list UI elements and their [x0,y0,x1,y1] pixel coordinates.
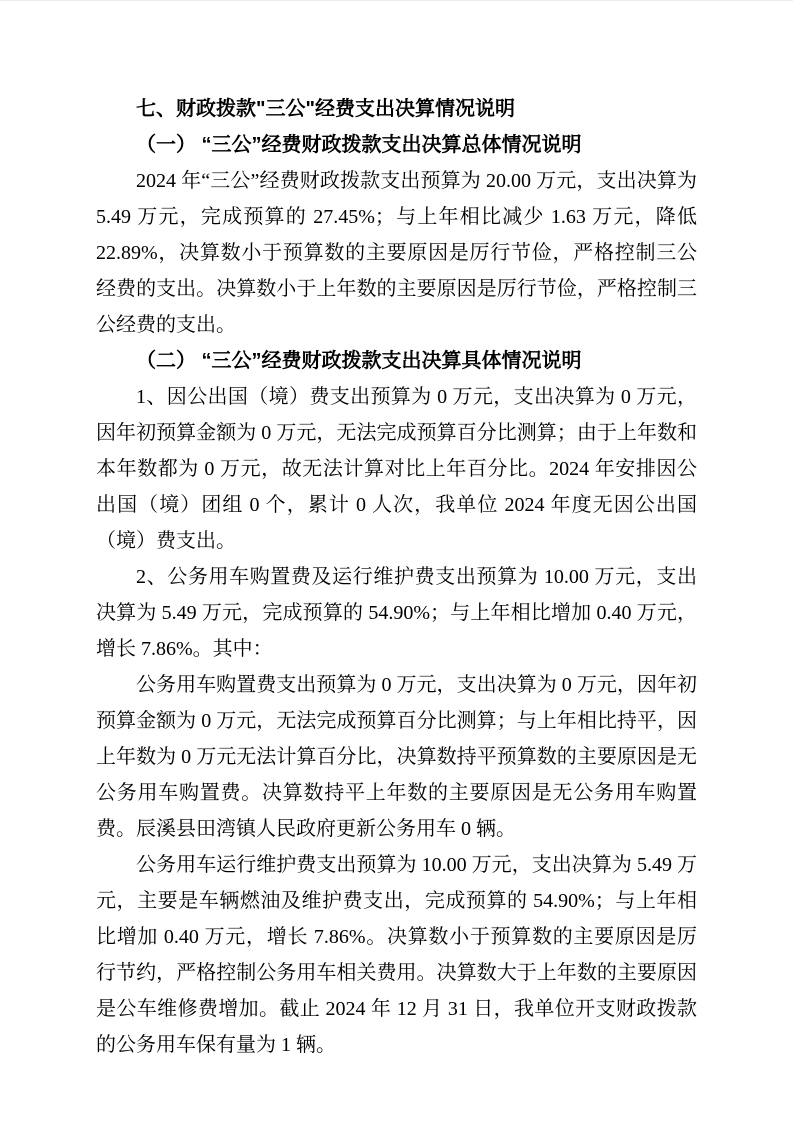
document-body [96,91,697,1063]
section-2-heading: （二） “三公”经费财政拨款支出决算具体情况说明 [136,350,582,372]
section-1-heading: （一） “三公”经费财政拨款支出决算总体情况说明 [136,134,582,156]
section-2-paragraph-vehicle-purchase: 公务用车购置费支出预算为 0 万元，支出决算为 0 万元，因年初预算金额为 0 万元，无法完成预算百分比测算；与上年相比持平，因上年数为 0 万元无法计算百分比，决算数持平预算数的主要原因是无公务用车购置费。决算数持平上年数的主要原因是无公务用车购置费。辰溪县田湾镇人民政府更新公务用车 0 辆。 [96,674,697,840]
section-2-paragraph-abroad-expense: 1、因公出国（境）费支出预算为 0 万元，支出决算为 0 万元，因年初预算金额为 0 万元，无法完成预算百分比测算；由于上年数和本年数都为 0 万元，故无法计算对比上年百分比。2024 年安排因公出国（境）团组 0 个，累计 0 人次，我单位 2024 年度无因公出国（境）费支出。 [96,386,697,552]
main-heading: 七、财政拨款"三公"经费支出决算情况说明 [136,98,515,120]
section-2-paragraph-vehicle-maintenance: 公务用车运行维护费支出预算为 10.00 万元，支出决算为 5.49 万元，主要是车辆燃油及维护费支出，完成预算的 54.90%；与上年相比增加 0.40 万元，增长 7.86%。决算数小于预算数的主要原因是厉行节约，严格控制公务用车相关费用。决算数大于上年数的主要原因是公车维修费增加。截止 2024 年 12 月 31 日，我单位开支财政拨款的公务用车保有量为 1 辆。 [96,854,697,1056]
section-1-paragraph-overview: 2024 年“三公”经费财政拨款支出预算为 20.00 万元，支出决算为 5.49 万元，完成预算的 27.45%；与上年相比减少 1.63 万元，降低 22.89%，决算数小于预算数的主要原因是厉行节俭，严格控制三公经费的支出。决算数小于上年数的主要原因是厉行节俭，严格控制三公经费的支出。 [96,170,697,336]
section-2-paragraph-vehicle-total: 2、公务用车购置费及运行维护费支出预算为 10.00 万元，支出决算为 5.49 万元，完成预算的 54.90%；与上年相比增加 0.40 万元，增长 7.86%。其中： [96,566,697,660]
